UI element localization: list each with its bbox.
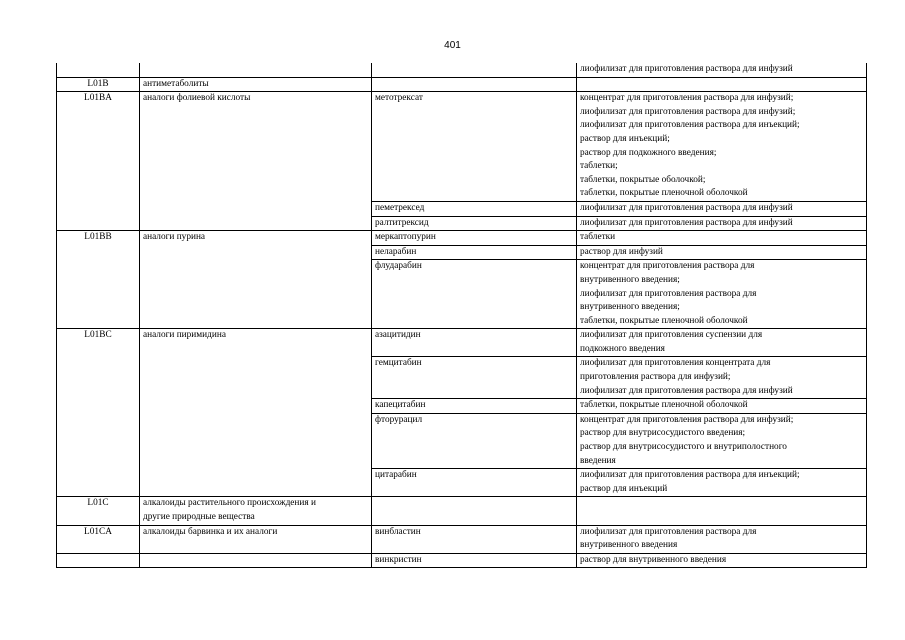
dosage-form-text: раствор для внутрисосудистого и внутриполостного	[580, 442, 787, 453]
form-cell	[577, 413, 867, 468]
group-cell	[140, 553, 372, 568]
atc-code-cell: L01C	[57, 497, 140, 525]
drug-cell: пеметрексед	[372, 201, 577, 216]
drug-cell: винбластин	[372, 525, 577, 553]
table-row	[57, 399, 867, 414]
dosage-form-text: лиофилизат для приготовления раствора для инъекций;	[580, 470, 800, 481]
drug-cell	[372, 77, 577, 92]
atc-code-cell	[57, 469, 140, 497]
dosage-form-text: лиофилизат для приготовления раствора для инфузий	[580, 385, 793, 396]
drug-cell: метотрексат	[372, 92, 577, 202]
group-cell: антиметаболиты	[140, 77, 372, 92]
table-row	[57, 497, 867, 525]
drug-cell: капецитабин	[372, 399, 577, 414]
form-cell: лиофилизат для приготовления раствора для инфузий	[577, 216, 867, 231]
drug-cell: неларабин	[372, 245, 577, 260]
drug-cell	[372, 497, 577, 525]
dosage-form-text: внутривенного введения;	[580, 302, 680, 313]
table-row	[57, 553, 867, 568]
dosage-form-text: таблетки, покрытые пленочной оболочкой	[580, 188, 748, 199]
dosage-form-text: введения	[580, 455, 616, 466]
table-row	[57, 63, 867, 77]
table-row	[57, 469, 867, 497]
dosage-form-text: лиофилизат для приготовления раствора для	[580, 526, 757, 537]
atc-code-cell	[57, 216, 140, 231]
dosage-form-text: лиофилизат для приготовления суспензии для	[580, 330, 763, 341]
dosage-form-text: лиофилизат для приготовления раствора для инфузий	[580, 64, 793, 74]
form-cell	[577, 469, 867, 497]
form-cell	[577, 92, 867, 202]
dosage-form-text: лиофилизат для приготовления раствора для	[580, 288, 757, 299]
form-cell	[577, 260, 867, 329]
dosage-form-text: раствор для инъекций;	[580, 133, 670, 144]
form-cell: таблетки	[577, 231, 867, 246]
dosage-form-text: внутривенного введения;	[580, 274, 680, 285]
dosage-form-text: концентрат для приготовления раствора для инфузий;	[580, 93, 794, 104]
dosage-form-text: приготовления раствора для инфузий;	[580, 372, 731, 383]
group-cell: алкалоиды барвинка и их аналоги	[140, 525, 372, 553]
atc-code-cell	[57, 553, 140, 568]
table-row	[57, 216, 867, 231]
atc-code-cell	[57, 63, 140, 77]
atc-code-cell: L01BC	[57, 329, 140, 357]
group-cell	[140, 469, 372, 497]
group-cell	[140, 260, 372, 329]
drug-cell: гемцитабин	[372, 357, 577, 399]
drug-cell: меркаптопурин	[372, 231, 577, 246]
atc-code-cell: L01CA	[57, 525, 140, 553]
group-cell	[140, 245, 372, 260]
group-cell	[140, 357, 372, 399]
table-row	[57, 413, 867, 468]
form-cell: лиофилизат для приготовления раствора для инфузий	[577, 201, 867, 216]
table-row	[57, 201, 867, 216]
group-cell	[140, 201, 372, 216]
group-cell: аналоги пиримидина	[140, 329, 372, 357]
dosage-form-text: раствор для подкожного введения;	[580, 147, 717, 158]
atc-code-cell	[57, 399, 140, 414]
page-number: 401	[444, 40, 461, 51]
form-cell	[577, 63, 867, 77]
dosage-form-text: подкожного введения	[580, 343, 665, 354]
form-cell: раствор для инфузий	[577, 245, 867, 260]
dosage-form-text: раствор для инъекций	[580, 483, 668, 494]
table-row	[57, 231, 867, 246]
dosage-form-text: таблетки;	[580, 161, 618, 172]
dosage-form-text: таблетки, покрытые оболочкой;	[580, 174, 706, 185]
drug-cell: винкристин	[372, 553, 577, 568]
dosage-form-text: концентрат для приготовления раствора для	[580, 261, 755, 272]
form-cell	[577, 497, 867, 525]
group-cell	[140, 497, 372, 525]
drug-cell: цитарабин	[372, 469, 577, 497]
drug-cell: флударабин	[372, 260, 577, 329]
dosage-form-text: лиофилизат для приготовления концентрата для	[580, 358, 771, 369]
table-row	[57, 77, 867, 92]
atc-code-cell	[57, 413, 140, 468]
form-cell: раствор для внутривенного введения	[577, 553, 867, 568]
atc-code-cell	[57, 245, 140, 260]
group-text: алкалоиды растительного происхождения и	[143, 498, 316, 509]
group-cell	[140, 413, 372, 468]
dosage-form-text: лиофилизат для приготовления раствора для инфузий;	[580, 106, 796, 117]
dosage-form-text: лиофилизат для приготовления раствора для инъекций;	[580, 120, 800, 131]
dosage-form-text: внутривенного введения	[580, 540, 678, 551]
atc-code-cell	[57, 357, 140, 399]
drug-table	[56, 63, 867, 568]
group-cell	[140, 216, 372, 231]
dosage-form-text: концентрат для приготовления раствора для инфузий;	[580, 414, 794, 425]
drug-cell: ралтитрексид	[372, 216, 577, 231]
group-cell	[140, 63, 372, 77]
atc-code-cell: L01BB	[57, 231, 140, 246]
dosage-form-text: раствор для внутрисосудистого введения;	[580, 428, 746, 439]
group-cell: аналоги фолиевой кислоты	[140, 92, 372, 202]
form-cell: таблетки, покрытые пленочной оболочкой	[577, 399, 867, 414]
atc-code-cell: L01B	[57, 77, 140, 92]
table-row	[57, 357, 867, 399]
form-cell	[577, 357, 867, 399]
group-cell	[140, 399, 372, 414]
table-row	[57, 329, 867, 357]
atc-code-cell	[57, 260, 140, 329]
dosage-form-text: таблетки, покрытые пленочной оболочкой	[580, 315, 748, 326]
form-cell	[577, 329, 867, 357]
table-row	[57, 245, 867, 260]
group-text: другие природные вещества	[143, 512, 255, 522]
drug-cell: фторурацил	[372, 413, 577, 468]
table-row	[57, 92, 867, 202]
table-row	[57, 260, 867, 329]
atc-code-cell	[57, 201, 140, 216]
drug-cell: азацитидин	[372, 329, 577, 357]
form-cell	[577, 77, 867, 92]
atc-code-cell: L01BA	[57, 92, 140, 202]
table-row	[57, 525, 867, 553]
group-cell: аналоги пурина	[140, 231, 372, 246]
drug-cell	[372, 63, 577, 77]
form-cell	[577, 525, 867, 553]
